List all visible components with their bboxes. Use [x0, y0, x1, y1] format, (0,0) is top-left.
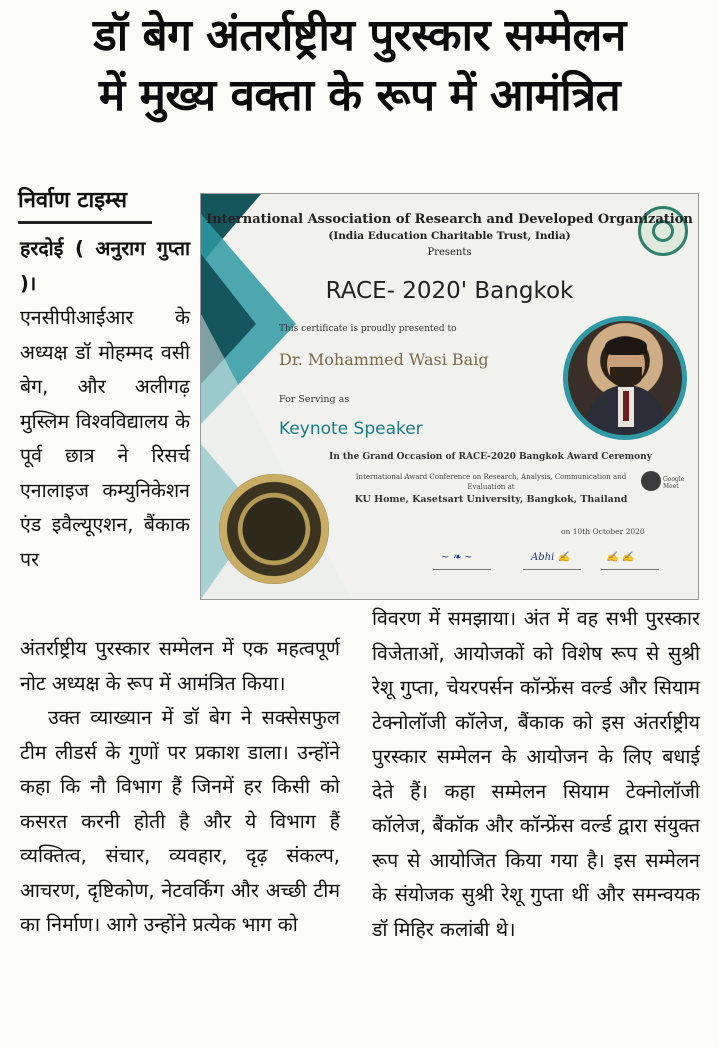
cert-serving: For Serving as: [279, 394, 350, 405]
gold-seal-icon: [219, 474, 329, 584]
article-narrow-column: [20, 232, 190, 577]
paragraph: अंतर्राष्ट्रीय पुरस्कार सम्मेलन में एक महत्वपूर्ण नोट अध्यक्ष के रूप में आमंत्रित किया।: [20, 637, 340, 695]
signature-line: [523, 569, 581, 570]
headline: [0, 6, 719, 126]
headline-line-2: में मुख्य वक्ता के रूप में आमंत्रित: [98, 70, 621, 121]
cert-trust: (India Education Charitable Trust, India): [328, 230, 571, 242]
signature-2-icon: Abhi ✍: [531, 552, 570, 563]
recipient-portrait: [563, 316, 687, 440]
meet-icon: [641, 471, 661, 491]
cert-recipient: Dr. Mohammed Wasi Baig: [279, 350, 489, 369]
headline-line-1: डॉ बेग अंतर्राष्ट्रीय पुरस्कार सम्मेलन: [93, 10, 626, 61]
certificate-photo: [200, 193, 699, 600]
paragraph: विवरण में समझाया। अंत में वह सभी पुरस्कार विजेताओं, आयोजकों को विशेष रूप से सुश्री रेशू गुप्ता, चेयरपर्सन कॉन्फ्रेंस वर्ल्ड और सियाम टेक्नोलॉजी कॉलेज, बैंकाक को इस अंतर्राष्ट्रीय पुरस्कार सम्मेलन के आयोजन के लिए बधाई देते हैं। कहा सम्मेलन सियाम टेक्नोलॉजी कॉलेज, बैंकॉक और कॉन्फ्रेंस वर्ल्ड द्वारा संयुक्त रूप से आयोजित किया गया है। इस सम्मेलन के संयोजक सुश्री रेशू गुप्ता थीं और समन्वयक डॉ मिहिर कलांबी थे।: [372, 607, 700, 941]
signature-3-icon: ✍ ✍: [606, 552, 635, 563]
narrow-paragraph: एनसीपीआईआर के अध्यक्ष डॉ मोहम्मद वसी बेग, और अलीगढ़ मुस्लिम विश्वविद्यालय के पूर्व छात्र ने रिसर्च एनालाइज कम्युनिकेशन एंड इवैल्यूएशन, बैंकाक पर: [20, 306, 190, 571]
signature-line: [601, 569, 659, 570]
cert-event: RACE- 2020' Bangkok: [325, 278, 574, 304]
cert-intro: This certificate is proudly presented to: [279, 324, 457, 334]
article-left-column: [20, 632, 340, 943]
dateline: हरदोई ( अनुराग गुप्ता )।: [20, 237, 190, 295]
article-right-column: [372, 602, 700, 947]
cert-occasion: In the Grand Occasion of RACE-2020 Bangkok Award Ceremony: [329, 452, 652, 462]
cert-venue: KU Home, Kasetsart University, Bangkok, Thailand: [354, 494, 628, 505]
source-label: निर्वाण टाइम्स: [18, 188, 128, 213]
cert-role: Keynote Speaker: [279, 419, 423, 439]
cert-date: on 10th October 2020: [561, 527, 645, 536]
cert-conference: International Award Conference on Research, Analysis, Communication and Evaluation at: [355, 473, 627, 491]
signature-line: [433, 569, 491, 570]
cert-org: International Association of Research and Developed Organization: [206, 212, 693, 227]
signature-1-icon: ~ ❧ ~: [441, 552, 473, 563]
meet-label: Google Meet: [663, 476, 685, 490]
cert-presents: Presents: [427, 247, 472, 258]
source-underline: [18, 221, 152, 224]
paragraph: उक्त व्याख्यान में डॉ बेग ने सक्सेसफुल टीम लीडर्स के गुणों पर प्रकाश डाला। उन्होंने कहा कि नौ विभाग हैं जिनमें हर किसी को कसरत करनी होती है और ये विभाग हैं व्यक्तित्व, संचार, व्यवहार, दृढ़ संकल्प, आचरण, दृष्टिकोण, नेटवर्किंग और अच्छी टीम का निर्माण। आगे उन्होंने प्रत्येक भाग को: [20, 706, 340, 936]
